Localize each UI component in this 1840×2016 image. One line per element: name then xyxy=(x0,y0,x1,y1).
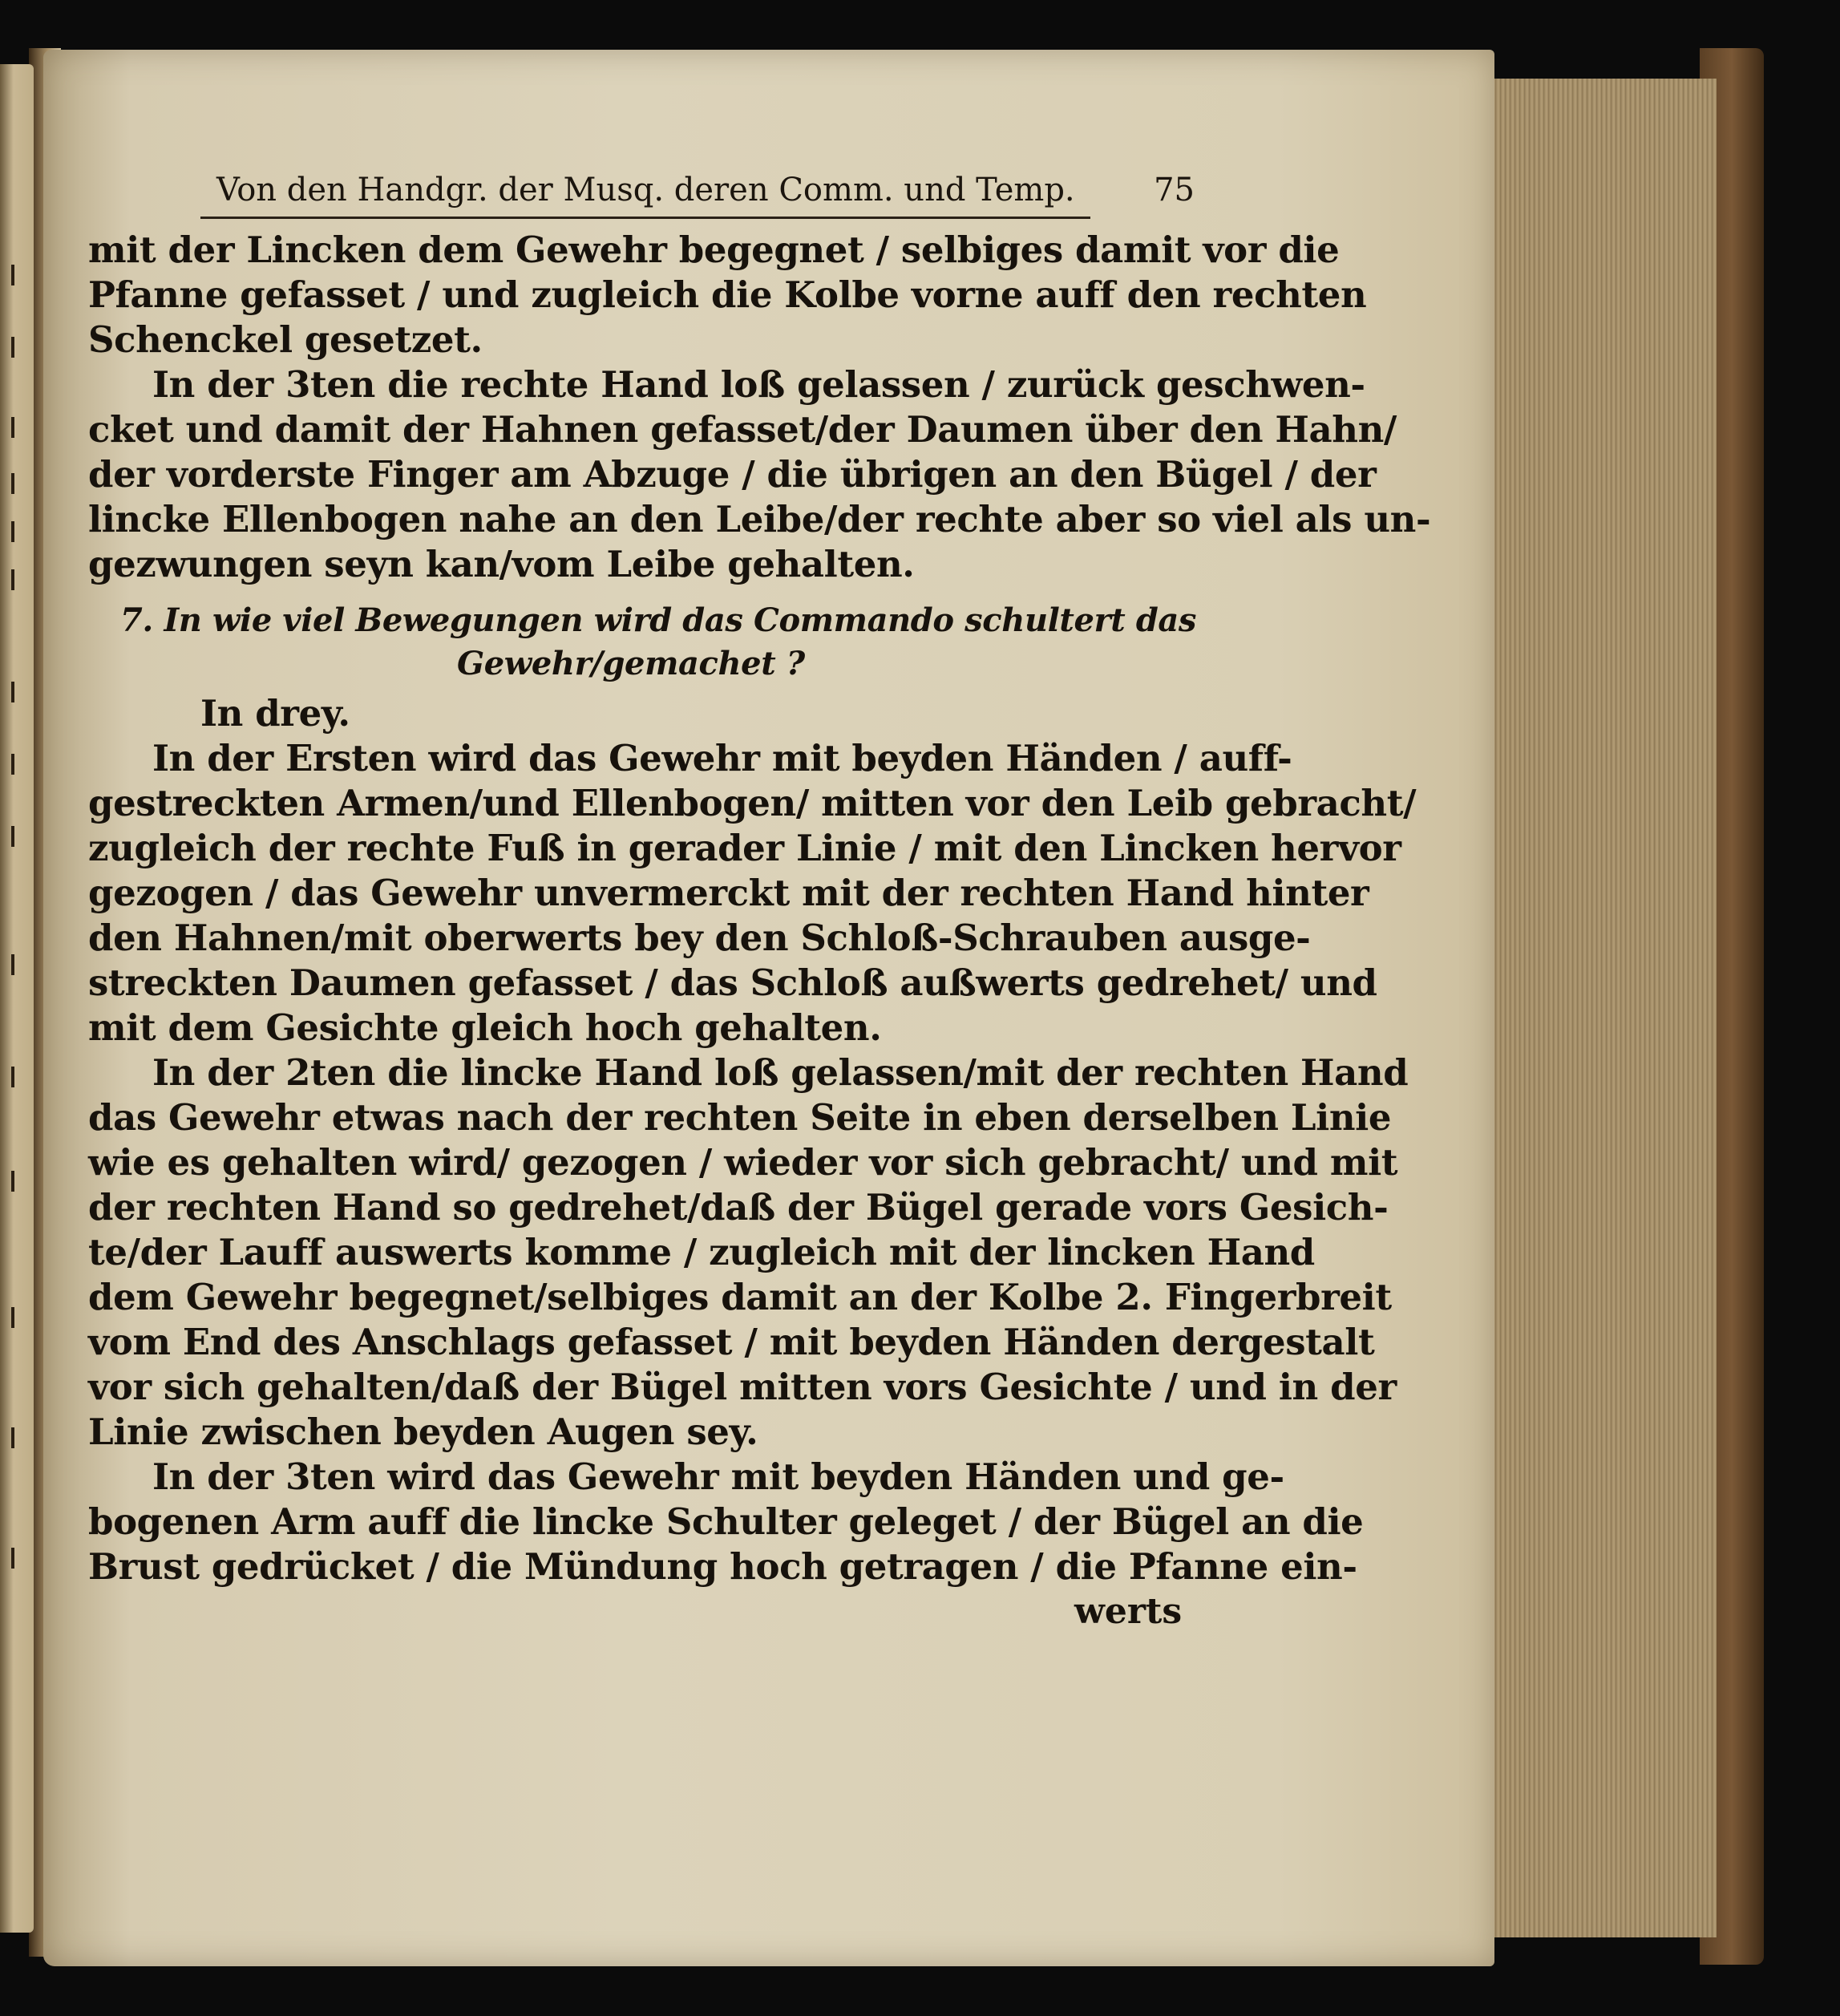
answer-line: wie es gehalten wird/ gezogen / wieder vor sich gebracht/ und mit xyxy=(88,1141,1398,1184)
text-line: In der 3ten die rechte Hand loß gelassen / zurück geschwen- xyxy=(152,363,1365,406)
answer-line: gestreckten Armen/und Ellenbogen/ mitten vor den Leib gebracht/ xyxy=(88,782,1417,824)
text-line: der vorderste Finger am Abzuge / die übrigen an den Bügel / der xyxy=(88,453,1377,496)
page-block-edges xyxy=(1474,79,1717,1937)
answer-line: In der Ersten wird das Gewehr mit beyden Händen / auff- xyxy=(152,737,1292,779)
page-number: 75 xyxy=(1154,172,1195,208)
answer-line: Brust gedrücket / die Mündung hoch getragen / die Pfanne ein- xyxy=(88,1545,1357,1588)
answer-line: streckten Daumen gefasset / das Schloß außwerts gedrehet/ und xyxy=(88,961,1377,1004)
running-header xyxy=(216,172,1195,220)
left-page-ink-marks xyxy=(11,265,19,1708)
answer-line: vom End des Anschlags gefasset / mit beyden Händen dergestalt xyxy=(88,1321,1375,1363)
header-rule xyxy=(200,217,1090,219)
text-line: cket und damit der Hahnen gefasset/der Daumen über den Hahn/ xyxy=(88,408,1397,451)
answer-line: zugleich der rechte Fuß in gerader Linie / mit den Lincken hervor xyxy=(88,827,1401,869)
text-line: mit der Lincken dem Gewehr begegnet / selbiges damit vor die xyxy=(88,229,1340,271)
answer-line: der rechten Hand so gedrehet/daß der Bügel gerade vors Gesich- xyxy=(88,1186,1389,1229)
answer-line: In drey. xyxy=(200,692,350,735)
answer-line: Linie zwischen beyden Augen sey. xyxy=(88,1411,758,1453)
answer-line: In der 3ten wird das Gewehr mit beyden Händen und ge- xyxy=(152,1455,1284,1498)
answer-line: dem Gewehr begegnet/selbiges damit an der Kolbe 2. Fingerbreit xyxy=(88,1276,1392,1318)
text-line: gezwungen seyn kan/vom Leibe gehalten. xyxy=(88,543,915,585)
text-line: Pfanne gefasset / und zugleich die Kolbe vorne auff den rechten xyxy=(88,273,1367,316)
answer-line: vor sich gehalten/daß der Bügel mitten vors Gesichte / und in der xyxy=(88,1366,1397,1408)
text-line: Schenckel gesetzet. xyxy=(88,318,483,361)
running-title: Von den Handgr. der Musq. deren Comm. und Temp. xyxy=(216,172,1075,208)
answer-line: gezogen / das Gewehr unvermerckt mit der rechten Hand hinter xyxy=(88,872,1369,914)
answer-line: mit dem Gesichte gleich hoch gehalten. xyxy=(88,1006,882,1049)
question-line: Gewehr/gemachet ? xyxy=(457,645,805,682)
answer-line: te/der Lauff auswerts komme / zugleich mit der lincken Hand xyxy=(88,1231,1315,1273)
text-line: lincke Ellenbogen nahe an den Leibe/der rechte aber so viel als un- xyxy=(88,498,1431,540)
answer-line: den Hahnen/mit oberwerts bey den Schloß-Schrauben ausge- xyxy=(88,917,1311,959)
question-line: 7. In wie viel Bewegungen wird das Commando schultert das xyxy=(120,601,1197,639)
answer-line: das Gewehr etwas nach der rechten Seite in eben derselben Linie xyxy=(88,1096,1392,1139)
catchword: werts xyxy=(1074,1591,1183,1632)
answer-line: In der 2ten die lincke Hand loß gelassen/mit der rechten Hand xyxy=(152,1051,1409,1094)
answer-line: bogenen Arm auff die lincke Schulter geleget / der Bügel an die xyxy=(88,1500,1364,1543)
